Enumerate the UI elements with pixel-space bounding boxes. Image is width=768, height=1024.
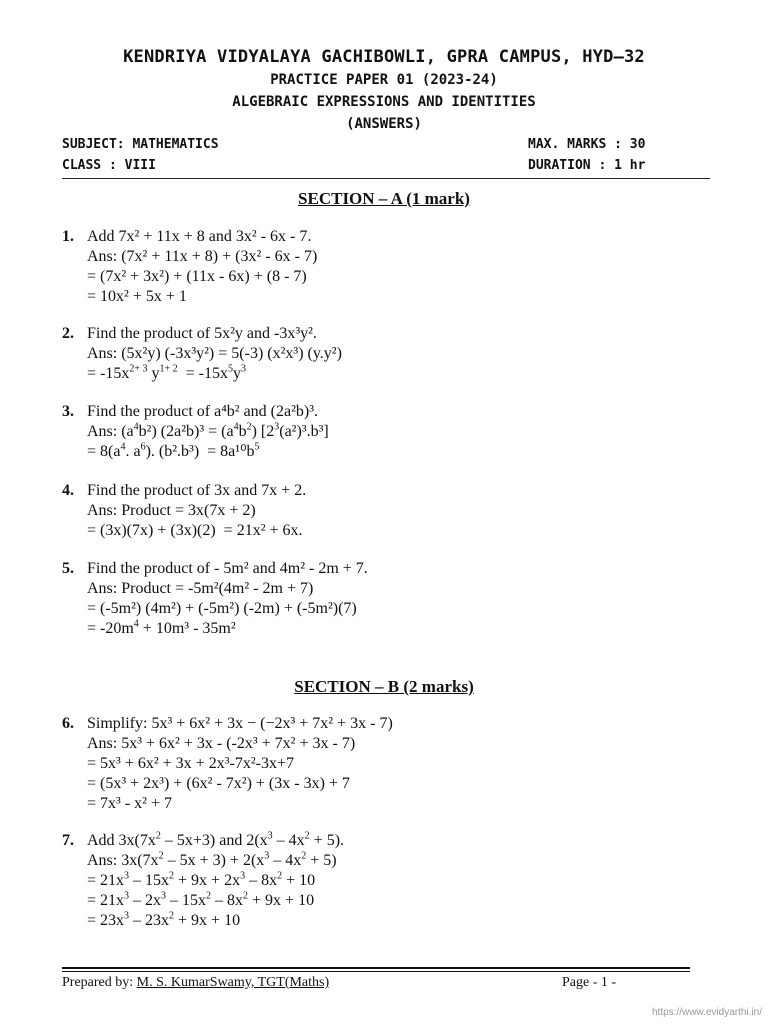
answer-line: Ans: (5x²y) (-3x³y²) = 5(-3) (x²x³) (y.y²) — [87, 345, 342, 362]
question-4 — [62, 481, 307, 541]
class-label: CLASS : VIII — [62, 158, 156, 173]
question-2 — [62, 324, 342, 384]
author-name: M. S. KumarSwamy, TGT(Maths) — [136, 975, 330, 990]
footer-divider-thin — [62, 971, 690, 972]
question-number: 6. — [62, 715, 74, 732]
answer-line: Ans: $(a^4b^2) (2a^2b)^3 = (a^4b^2)$ $[2^3(a^2)^3.b^3]$ — [87, 421, 329, 440]
answer-line: = 7x³ - x² + 7 — [87, 795, 172, 812]
question-text: Add $3x(7x^2 - 5x+3)$ and $2(x^3 - 4x^2 + 5)$. — [87, 830, 345, 849]
school-name: KENDRIYA VIDYALAYA GACHIBOWLI, GPRA CAMPUS, HYD–32 — [123, 47, 645, 67]
question-text: Find the product of - 5m² and 4m² - 2m + 7. — [87, 560, 368, 577]
page-number: Page - 1 - — [562, 975, 617, 990]
question-text: Find the product of a⁴b² and (2a²b)³. — [87, 403, 319, 420]
answer-line: = (7x² + 3x²) + (11x - 6x) + (8 - 7) — [87, 268, 307, 285]
question-5 — [62, 559, 368, 639]
question-number: 5. — [62, 560, 74, 577]
question-number: 7. — [62, 832, 74, 849]
prepared-by — [62, 975, 329, 991]
topic-title: ALGEBRAIC EXPRESSIONS AND IDENTITIES — [232, 94, 536, 110]
section-a-heading: SECTION – A (1 mark) — [298, 189, 470, 208]
prepared-label: Prepared by: — [62, 975, 134, 990]
question-number: 1. — [62, 228, 74, 245]
answer-line: = (-5m²) (4m²) + (-5m²) (-2m) + (-5m²)(7) — [87, 600, 357, 617]
answer-line: Ans: (7x² + 11x + 8) + (3x² - 6x - 7) — [87, 248, 318, 265]
question-number: 4. — [62, 482, 74, 499]
paper-title: PRACTICE PAPER 01 (2023-24) — [270, 72, 498, 88]
answer-line: Ans: $3x(7x^2 - 5x + 3) + 2(x^3 - 4x^2 + 5)$ — [87, 850, 337, 869]
answer-line: Ans: Product = 3x(7x + 2) — [87, 502, 256, 519]
duration: DURATION : 1 hr — [528, 158, 646, 173]
answer-line: = (5x³ + 2x³) + (6x² - 7x²) + (3x - 3x) + 7 — [87, 775, 350, 792]
max-marks: MAX. MARKS : 30 — [528, 137, 646, 152]
watermark: https://www.evidyarthi.in/ — [651, 1007, 762, 1018]
question-7 — [62, 830, 345, 931]
answer-line: = (3x)(7x) + (3x)(2) = 21x² + 6x. — [87, 522, 303, 539]
footer-divider — [62, 967, 690, 969]
question-6 — [62, 714, 393, 814]
question-text: Find the product of 3x and 7x + 2. — [87, 482, 307, 499]
question-number: 2. — [62, 325, 74, 342]
answer-line: = $-20m^4 + 10m^3 - 35m^2$ — [87, 618, 236, 637]
question-3 — [62, 402, 329, 462]
answers-title: (ANSWERS) — [346, 116, 422, 132]
answer-line: = $21x^3 - 15x^2 + 9x + 2x^3 - 8x^2 + 10$ — [87, 870, 316, 889]
answer-line: Ans: 5x³ + 6x² + 3x - (-2x³ + 7x² + 3x - 7) — [87, 735, 356, 752]
question-text: Find the product of 5x²y and -3x³y². — [87, 325, 317, 342]
answer-line: = $8(a^4$. $a^6$). $(b^2.b^3) = 8a^{10}b^5$ — [87, 441, 260, 460]
question-text: Add 7x² + 11x + 8 and 3x² - 6x - 7. — [87, 228, 312, 245]
question-number: 3. — [62, 403, 74, 420]
answer-line: = $23x^3 - 23x^2 + 9x + 10$ — [87, 910, 241, 929]
section-b-heading: SECTION – B (2 marks) — [294, 677, 474, 696]
answer-line: Ans: Product = -5m²(4m² - 2m + 7) — [87, 580, 314, 597]
answer-line: = 10x² + 5x + 1 — [87, 288, 187, 305]
subject-label: SUBJECT: MATHEMATICS — [62, 137, 219, 152]
header-divider — [62, 178, 710, 179]
question-text: Simplify: 5x³ + 6x² + 3x − (−2x³ + 7x² + 3x - 7) — [87, 715, 393, 732]
question-1 — [62, 227, 318, 307]
answer-line: = 5x³ + 6x² + 3x + 2x³-7x²-3x+7 — [87, 755, 294, 772]
answer-line: = $-15x^{2+ 3}$ $y^{1+ 2} = -15x^5y^3$ — [87, 363, 246, 382]
answer-line: = $21x^3 - 2x^3 - 15x^2 - 8x^2 + 9x + 10$ — [87, 890, 315, 909]
